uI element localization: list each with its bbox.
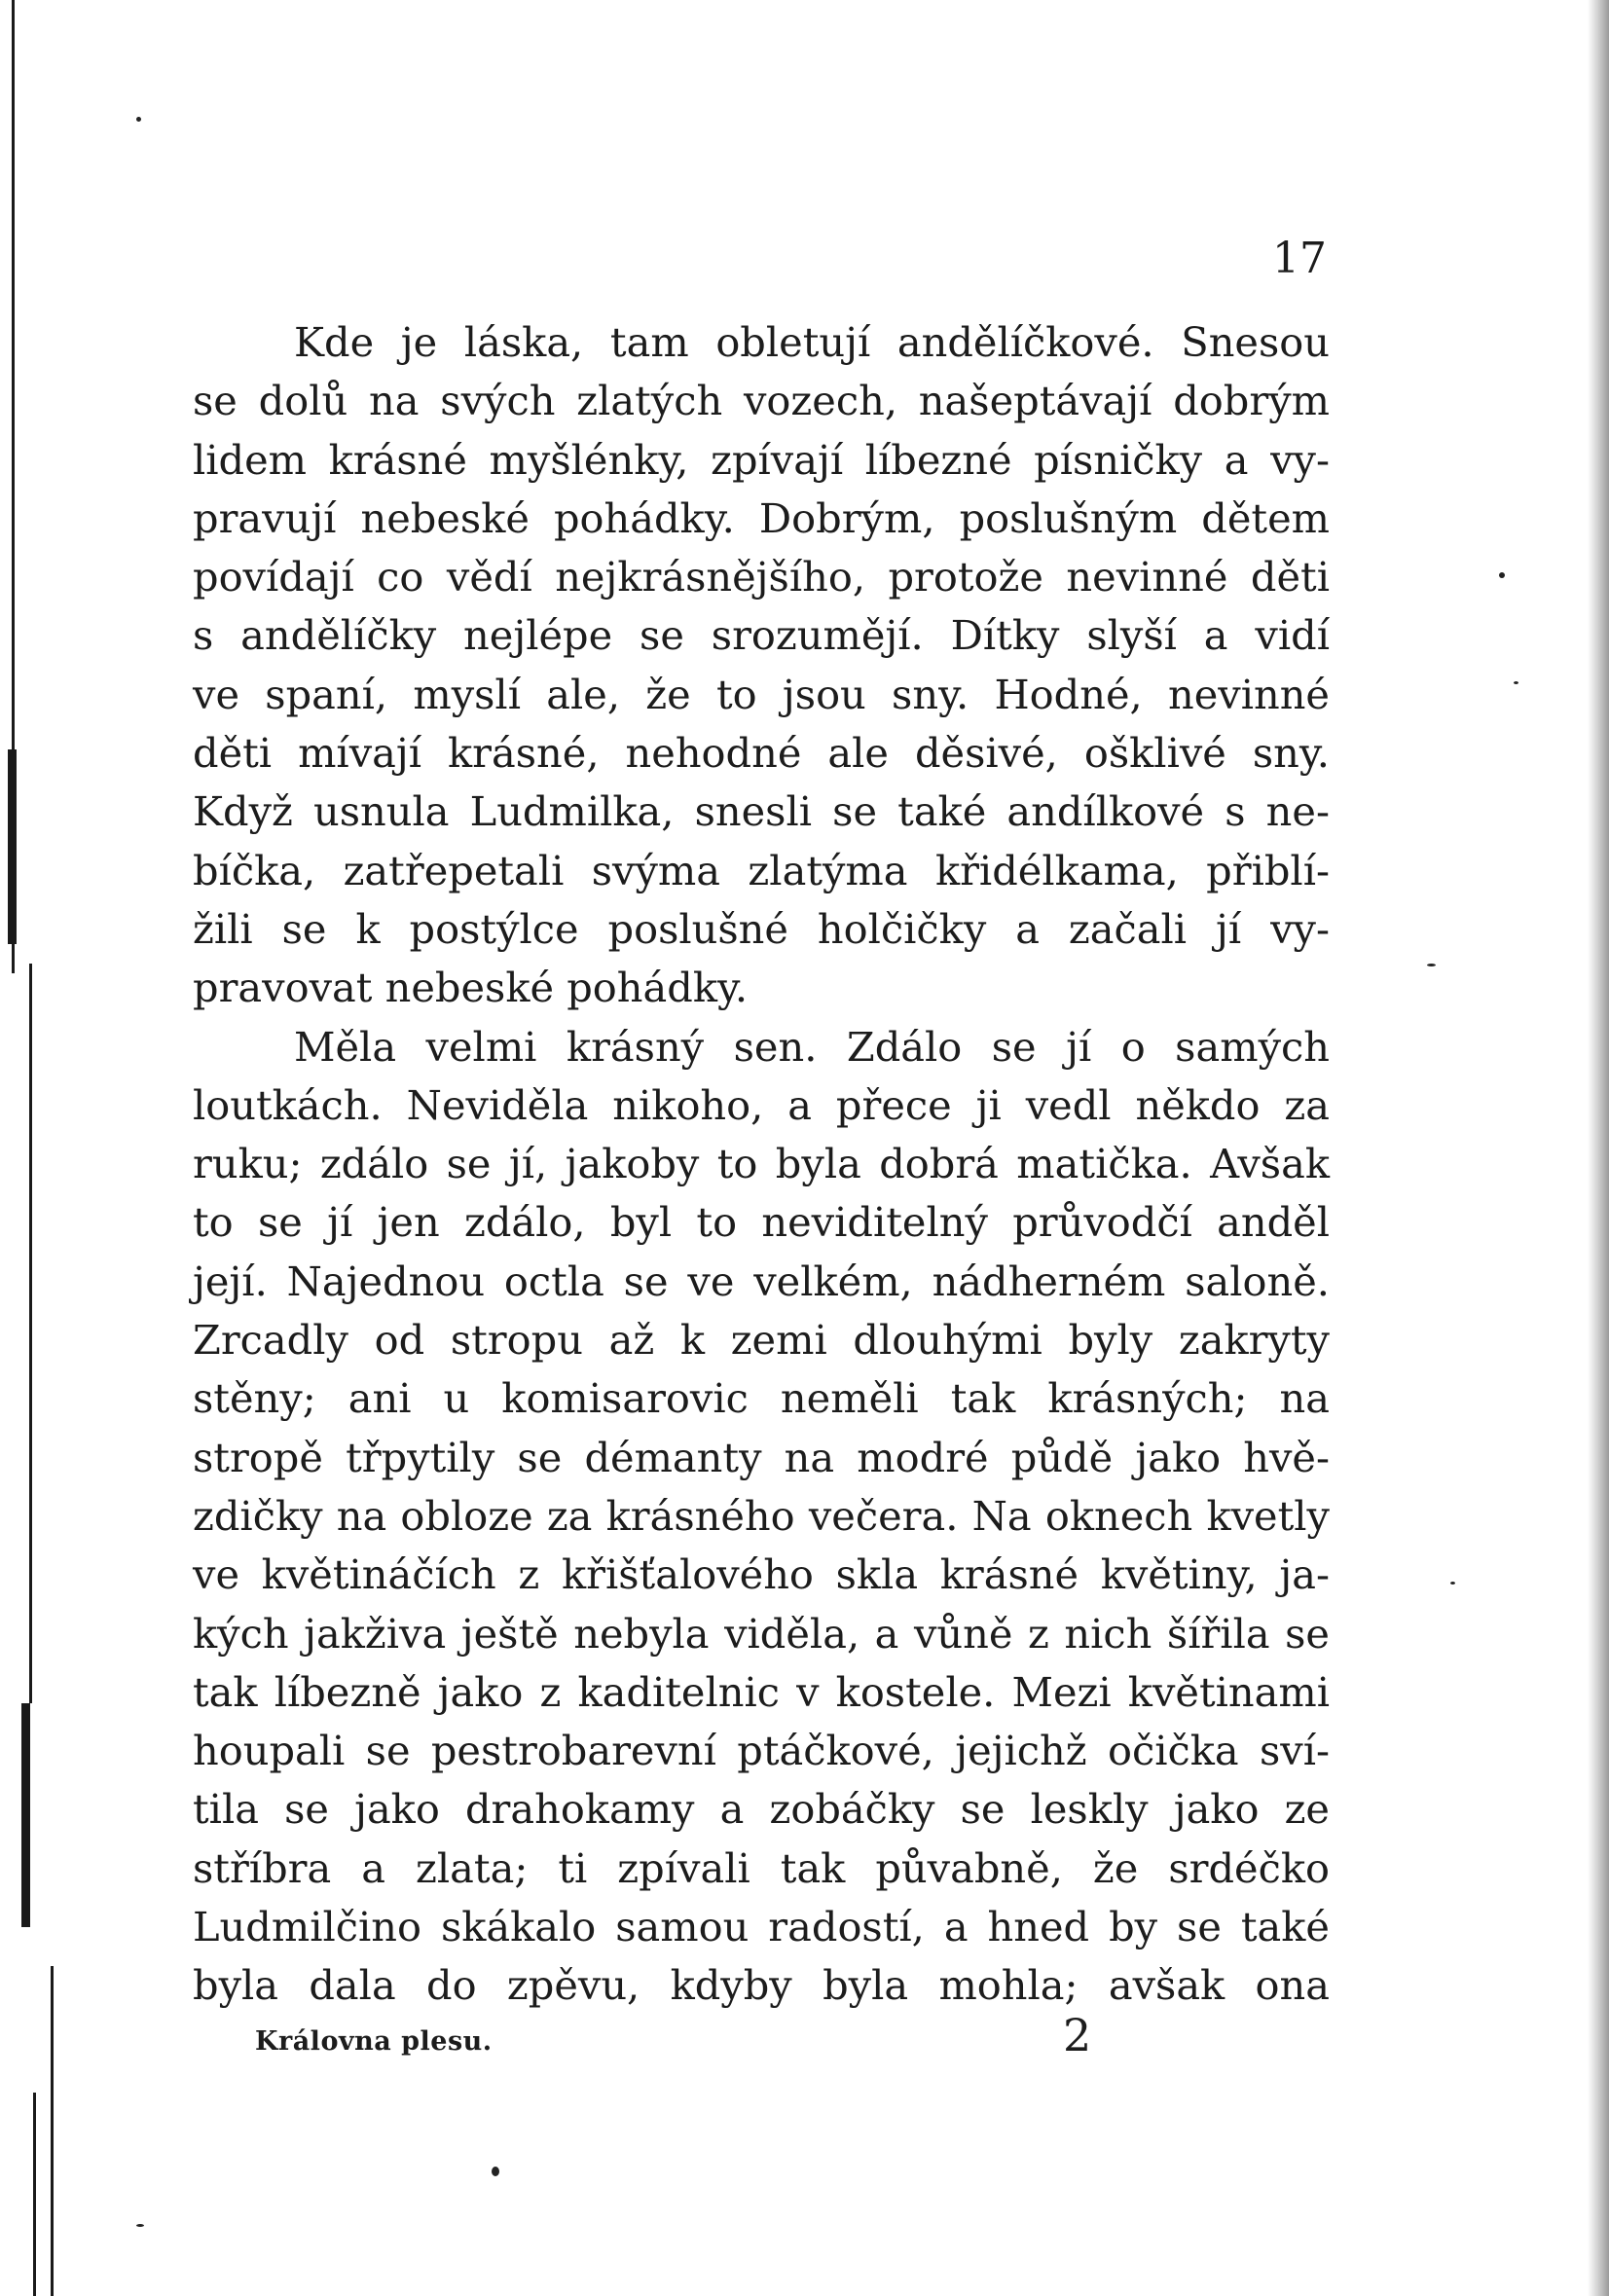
text-line: loutkách. Neviděla nikoho, a přece ji vedl někdo za (193, 1080, 1330, 1129)
text-line: její. Najednou octla se ve velkém, nádherném saloně. (193, 1257, 1330, 1305)
text-line: ve květináčích z křišťalového skla krásné květiny, ja- (193, 1550, 1330, 1599)
text-line: Zrcadly od stropu až k zemi dlouhými byly zakryty (193, 1316, 1330, 1365)
binding-edge-line (33, 2093, 36, 2296)
binding-edge-line (51, 1966, 54, 2296)
text-line: ve spaní, myslí ale, že to jsou sny. Hodné, nevinné (193, 670, 1330, 718)
text-line: tila se jako drahokamy a zobáčky se leskly jako ze (193, 1785, 1330, 1834)
page-number: 17 (1272, 234, 1327, 283)
page-edge-shadow (1588, 0, 1609, 2296)
text-line: Kde je láska, tam obletují andělíčkové. Snesou (294, 318, 1330, 366)
text-line: Ludmilčino skákalo samou radostí, a hned by se také (193, 1903, 1330, 1951)
text-line: pravují nebeské pohádky. Dobrým, poslušným dětem (193, 493, 1330, 542)
text-line: povídají co vědí nejkrásnějšího, protože nevinné děti (193, 553, 1330, 601)
scan-speck (1450, 1582, 1455, 1585)
text-line: byla dala do zpěvu, kdyby byla mohla; avšak ona (193, 1961, 1330, 2010)
text-line: se dolů na svých zlatých vozech, našeptávají dobrým (193, 377, 1330, 425)
scan-speck (136, 2224, 144, 2227)
binding-edge-line (8, 749, 17, 944)
text-line: kých jakživa ještě nebyla viděla, a vůně z nich šířila se (193, 1609, 1330, 1658)
text-line: lidem krásné myšlénky, zpívají líbezné písničky a vy- (193, 435, 1330, 484)
text-line: Když usnula Ludmilka, snesli se také andílkové s ne- (193, 787, 1330, 836)
signature-line: Královna plesu. (255, 2026, 493, 2057)
text-line: zdičky na obloze za krásného večera. Na oknech kvetly (193, 1491, 1330, 1540)
binding-edge-line (29, 964, 32, 1703)
text-line: ruku; zdálo se jí, jakoby to byla dobrá matička. Avšak (193, 1140, 1330, 1188)
text-line: tak líbezně jako z kaditelnic v kostele. Mezi květinami (193, 1667, 1330, 1716)
scan-speck (492, 2167, 499, 2176)
text-line: stěny; ani u komisarovic neměli tak krásných; na (193, 1374, 1330, 1423)
scan-speck (1427, 964, 1436, 966)
text-line: stříbra a zlata; ti zpívali tak půvabně, že srdéčko (193, 1843, 1330, 1892)
text-line: děti mívají krásné, nehodné ale děsivé, ošklivé sny. (193, 729, 1330, 778)
text-line: s andělíčky nejlépe se srozumějí. Dítky slyší a vidí (193, 611, 1330, 660)
text-line: to se jí jen zdálo, byl to neviditelný průvodčí anděl (193, 1198, 1330, 1247)
body-text (193, 313, 1330, 2016)
text-line: žili se k postýlce poslušné holčičky a začali jí vy- (193, 904, 1330, 953)
binding-edge-line (21, 1703, 30, 1927)
page-footer (255, 2009, 1112, 2069)
scan-speck (1499, 572, 1505, 578)
text-line: houpali se pestrobarevní ptáčkové, jejichž očička sví- (193, 1727, 1330, 1775)
text-line: stropě třpytily se démanty na modré půdě jako hvě- (193, 1433, 1330, 1481)
sheet-signature-mark: 2 (1063, 2009, 1092, 2061)
text-line: bíčka, zatřepetali svýma zlatýma křidélkama, přiblí- (193, 846, 1330, 894)
scan-speck (136, 117, 141, 122)
text-line: pravovat nebeské pohádky. (193, 964, 749, 1012)
text-line: Měla velmi krásný sen. Zdálo se jí o samých (294, 1022, 1330, 1071)
scan-speck (1514, 681, 1518, 684)
